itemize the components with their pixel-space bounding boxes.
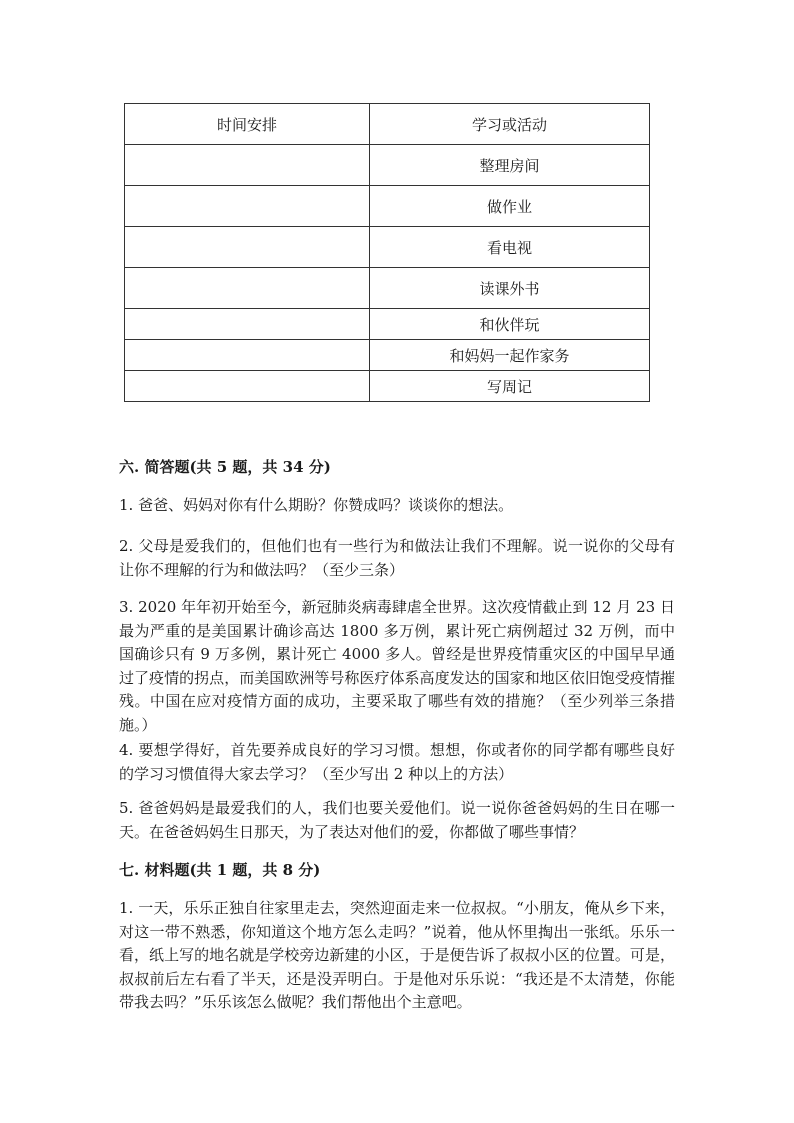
time-cell	[125, 340, 370, 371]
table-row	[125, 145, 650, 186]
table-row	[125, 371, 650, 402]
header-activity: 学习或活动	[370, 104, 650, 145]
activity-cell: 和妈妈一起作家务	[370, 340, 650, 371]
time-cell	[125, 145, 370, 186]
table-row	[125, 227, 650, 268]
table-header-row	[125, 104, 650, 145]
activity-cell: 写周记	[370, 371, 650, 402]
time-cell	[125, 186, 370, 227]
activity-cell: 读课外书	[370, 268, 650, 309]
question-6-3: 3. 2020 年年初开始至今，新冠肺炎病毒肆虐全世界。这次疫情截止到 12 月 23 日最为严重的是美国累计确诊高达 1800 多万例，累计死亡病例超过 32 万例，而中国确诊只有 9 万多例，累计死亡 4000 多人。曾经是世界疫情重灾区的中国早早通过了疫情的拐点，而美国欧洲等号称医疗体系高度发达的国家和地区依旧饱受疫情摧残。中国在应对疫情方面的成功，主要采取了哪些有效的措施？（至少列举三条措施。）	[119, 598, 675, 734]
section7-title: 七. 材料题(共 1 题，共 8 分)	[119, 861, 321, 879]
time-cell	[125, 371, 370, 402]
activity-cell: 整理房间	[370, 145, 650, 186]
header-time: 时间安排	[125, 104, 370, 145]
activity-cell: 做作业	[370, 186, 650, 227]
activity-cell: 看电视	[370, 227, 650, 268]
schedule-table	[124, 103, 650, 402]
time-cell	[125, 309, 370, 340]
activity-cell: 和伙伴玩	[370, 309, 650, 340]
table-row	[125, 268, 650, 309]
time-cell	[125, 268, 370, 309]
question-6-2: 2. 父母是爱我们的，但他们也有一些行为和做法让我们不理解。说一说你的父母有让你不理解的行为和做法吗？（至少三条）	[119, 537, 675, 579]
question-6-5: 5. 爸爸妈妈是最爱我们的人，我们也要关爱他们。说一说你爸爸妈妈的生日在哪一天。在爸爸妈妈生日那天，为了表达对他们的爱，你都做了哪些事情？	[119, 799, 675, 841]
question-6-1: 1. 爸爸、妈妈对你有什么期盼？你赞成吗？谈谈你的想法。	[119, 496, 514, 514]
section6-title: 六. 简答题(共 5 题，共 34 分)	[119, 458, 331, 476]
question-6-4: 4. 要想学得好，首先要养成良好的学习习惯。想想，你或者你的同学都有哪些良好的学习习惯值得大家去学习？（至少写出 2 种以上的方法）	[119, 741, 675, 783]
table-row	[125, 309, 650, 340]
table-row	[125, 186, 650, 227]
time-cell	[125, 227, 370, 268]
question-7-1: 1. 一天，乐乐正独自往家里走去，突然迎面走来一位叔叔。“小朋友，俺从乡下来，对这一带不熟悉，你知道这个地方怎么走吗？”说着，他从怀里掏出一张纸。乐乐一看，纸上写的地名就是学校旁边新建的小区，于是便告诉了叔叔小区的位置。可是，叔叔前后左右看了半天，还是没弄明白。于是他对乐乐说：“我还是不太清楚，你能带我去吗？”乐乐该怎么做呢？我们帮他出个主意吧。	[119, 899, 675, 1012]
table-row	[125, 340, 650, 371]
